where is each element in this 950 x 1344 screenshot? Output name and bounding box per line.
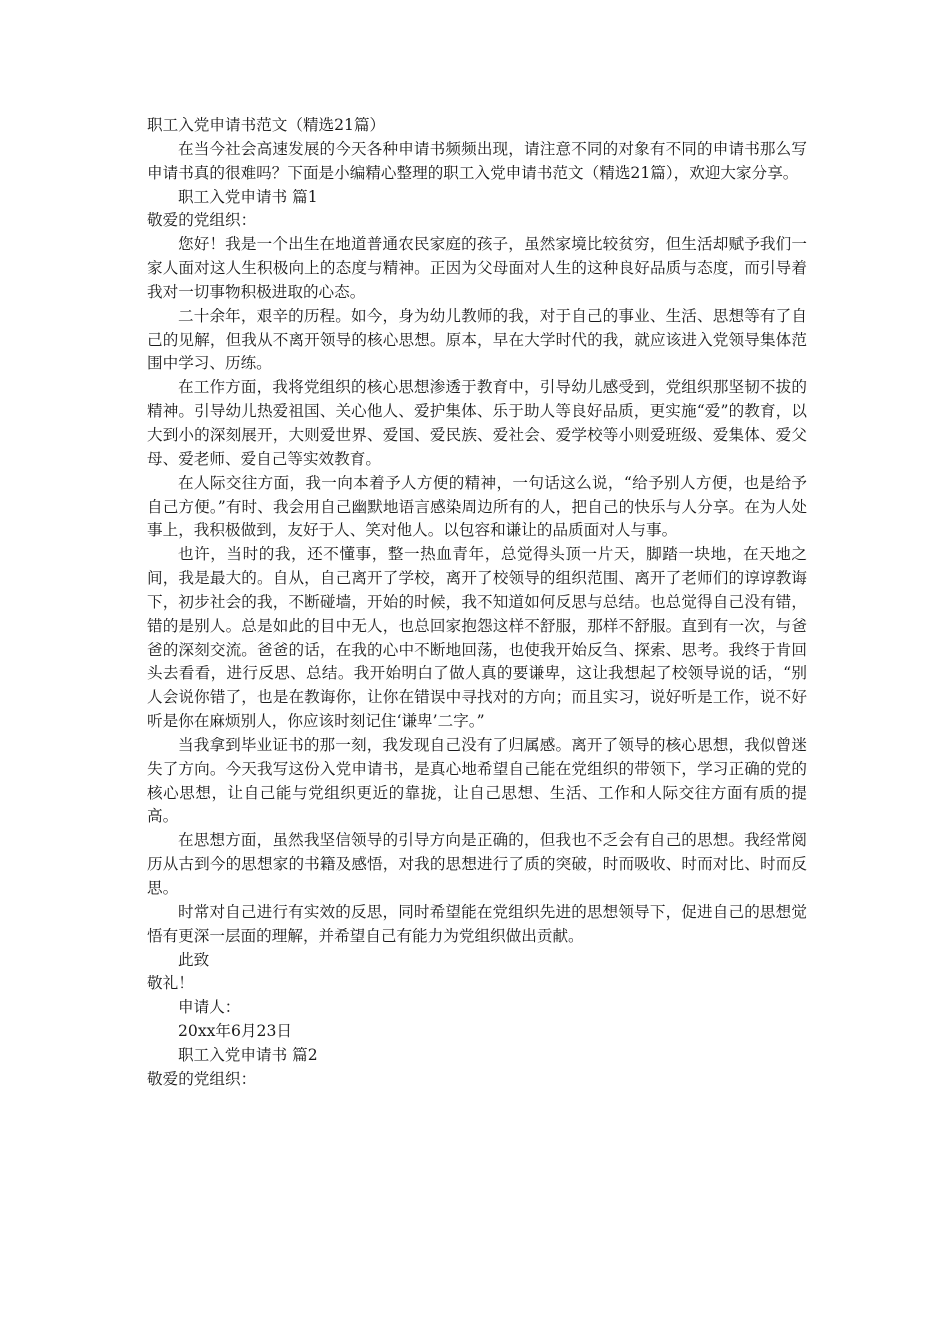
closing-salute: 敬礼！ [147, 974, 194, 993]
body-paragraph: 在思想方面，虽然我坚信领导的引导方向是正确的，但我也不乏会有自己的思想。我经常阅历从古到今的思想家的书籍及感悟，对我的思想进行了质的突破，时而吸收、时而对比、时而反思。 [147, 831, 807, 897]
applicant-label: 申请人： [178, 998, 241, 1017]
application-date: 20xx年6月23日 [178, 1022, 292, 1041]
body-paragraph: 当我拿到毕业证书的那一刻，我发现自己没有了归属感。离开了领导的核心思想，我似曾迷失了方向。今天我写这份入党申请书，是真心地希望自己能在党组织的带领下，学习正确的党的核心思想，让自己能与党组织更近的靠拢，让自己思想、生活、工作和人际交往方面有质的提高。 [147, 735, 807, 826]
body-paragraph: 在人际交往方面，我一向本着予人方便的精神，一句话这么说，“给予别人方便，也是给予自己方便。”有时、我会用自己幽默地语言感染周边所有的人，把自己的快乐与人分享。在为人处事上，我积极做到，友好于人、笑对他人。以包容和谦让的品质面对人与事。 [147, 473, 807, 540]
intro-paragraph: 在当今社会高速发展的今天各种申请书频频出现，请注意不同的对象有不同的申请书那么写申请书真的很难吗？下面是小编精心整理的职工入党申请书范文（精选21篇），欢迎大家分享。 [147, 139, 807, 182]
section-1-heading: 职工入党申请书 篇1 [178, 187, 318, 206]
section-2-heading: 职工入党申请书 篇2 [178, 1045, 318, 1064]
body-paragraph: 在工作方面，我将党组织的核心思想渗透于教育中，引导幼儿感受到，党组织那坚韧不拔的精神。引导幼儿热爱祖国、关心他人、爱护集体、乐于助人等良好品质，更实施“爱”的教育，以大到小的深刻展开，大则爱世界、爱国、爱民族、爱社会、爱学校等小则爱班级、爱集体、爱父母、爱老师、爱自己等实效教育。 [147, 378, 807, 468]
closing-respect: 此致 [178, 950, 210, 969]
document-page [147, 114, 807, 1092]
section-1-salutation: 敬爱的党组织： [147, 211, 257, 230]
body-paragraph: 时常对自己进行有实效的反思，同时希望能在党组织先进的思想领导下，促进自己的思想觉悟有更深一层面的理解，并希望自己有能力为党组织做出贡献。 [147, 902, 807, 945]
body-paragraph: 二十余年，艰辛的历程。如今，身为幼儿教师的我，对于自己的事业、生活、思想等有了自己的见解，但我从不离开领导的核心思想。原本，早在大学时代的我，就应该进入党领导集体范围中学习、历练。 [147, 306, 807, 373]
document-title: 职工入党申请书范文（精选21篇） [147, 116, 386, 134]
body-paragraph: 也许，当时的我，还不懂事，整一热血青年，总觉得头顶一片天，脚踏一块地，在天地之间，我是最大的。自从，自己离开了学校，离开了校领导的组织范围、离开了老师们的谆谆教诲下，初步社会的我，不断碰墙，开始的时候，我不知道如何反思与总结。也总觉得自己没有错，错的是别人。总是如此的目中无人，也总回家抱怨这样不舒服，那样不舒服。直到有一次，与爸爸的深刻交流。爸爸的话，在我的心中不断地回荡，也使我开始反刍、探索、思考。我终于肯回头去看看，进行反思、总结。我开始明白了做人真的要谦卑，这让我想起了校领导说的话，“别人会说你错了，也是在教诲你，让你在错误中寻找对的方向；而且实习，说好听是工作，说不好听是你在麻烦别人，你应该时刻记住‘谦卑’二字。” [147, 545, 807, 731]
body-paragraph: 您好！我是一个出生在地道普通农民家庭的孩子，虽然家境比较贫穷，但生活却赋予我们一家人面对这人生积极向上的态度与精神。正因为父母面对人生的这种良好品质与态度，而引导着我对一切事物积极进取的心态。 [147, 235, 807, 301]
section-2-salutation: 敬爱的党组织： [147, 1069, 257, 1088]
